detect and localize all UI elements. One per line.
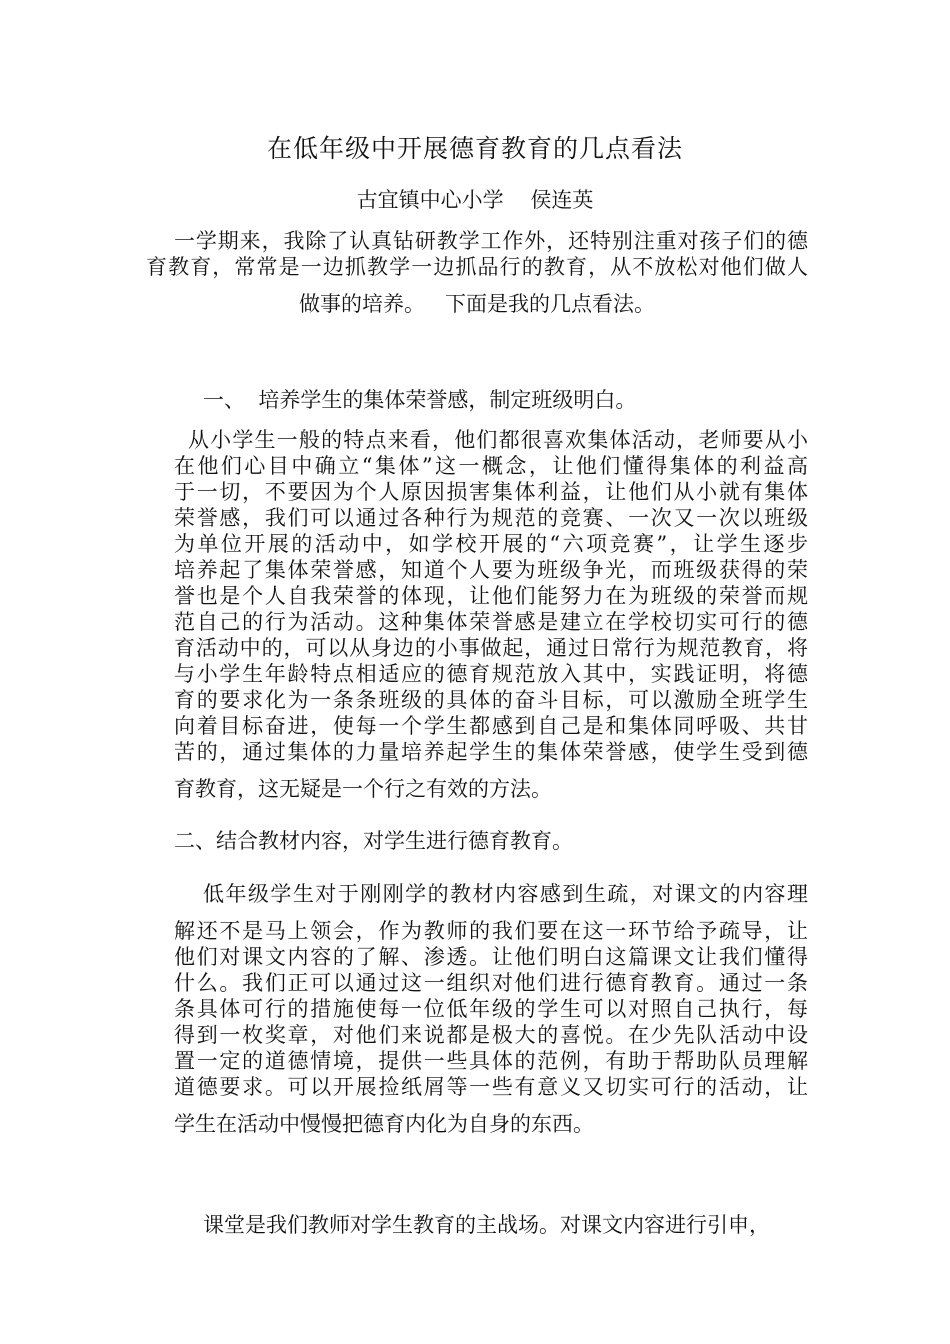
paragraph-line: 育的要求化为一条条班级的具体的奋斗目标，可以激励全班学生 [174,688,808,712]
paragraph-line: 于一切，不要因为个人原因损害集体利益，让他们从小就有集体 [174,480,808,504]
paragraph-line: 育教育，这无疑是一个行之有效的方法。 [174,777,552,801]
intro-line: 育教育，常常是一边抓教学一边抓品行的教育，从不放松对他们做人 [146,255,808,279]
paragraph-line: 为单位开展的活动中，如学校开展的“六项竞赛”，让学生逐步 [174,532,808,556]
intro-line: 一学期来，我除了认真钻研教学工作外，还特别注重对孩子们的德 [174,229,808,253]
paragraph-line: 苦的，通过集体的力量培养起学生的集体荣誉感，使学生受到德 [174,740,808,764]
paragraph-line: 范自己的行为活动。这种集体荣誉感是建立在学校切实可行的德 [174,610,808,634]
paragraph-line: 什么。我们正可以通过这一组织对他们进行德育教育。通过一条 [174,971,808,995]
paragraph-line: 荣誉感，我们可以通过各种行为规范的竞赛、一次又一次以班级 [174,506,808,530]
paragraph-line: 他们对课文内容的了解、渗透。让他们明白这篇课文让我们懂得 [174,945,808,969]
section-heading: 一、 培养学生的集体荣誉感，制定班级明白。 [203,388,637,412]
paragraph-line: 道德要求。可以开展捡纸屑等一些有意义又切实可行的活动，让 [174,1075,808,1099]
intro-line: 做事的培养。 下面是我的几点看法。 [298,292,656,316]
paragraph-line: 学生在活动中慢慢把德育内化为自身的东西。 [174,1112,594,1136]
paragraph-line: 条具体可行的措施使每一位低年级的学生可以对照自己执行，每 [174,997,808,1021]
paragraph-line: 培养起了集体荣誉感，知道个人要为班级争光，而班级获得的荣 [174,558,808,582]
closing-paragraph-line: 课堂是我们教师对学生教育的主战场。对课文内容进行引申， [203,1213,770,1237]
paragraph-line: 解还不是马上领会，作为教师的我们要在这一环节给予疏导，让 [174,919,808,943]
paragraph-line: 置一定的道德情境，提供一些具体的范例，有助于帮助队员理解 [174,1049,808,1073]
paragraph-line: 得到一枚奖章，对他们来说都是极大的喜悦。在少先队活动中设 [174,1023,808,1047]
paragraph-line: 低年级学生对于刚刚学的教材内容感到生疏，对课文的内容理 [203,882,808,906]
document-title: 在低年级中开展德育教育的几点看法 [266,134,683,163]
paragraph-line: 誉也是个人自我荣誉的体现，让他们能努力在为班级的荣誉而规 [174,584,808,608]
paragraph-line: 从小学生一般的特点来看，他们都很喜欢集体活动，老师要从小 [188,428,808,452]
paragraph-line: 与小学生年龄特点相适应的德育规范放入其中，实践证明，将德 [174,662,808,686]
section-heading: 二、结合教材内容，对学生进行德育教育。 [174,829,573,853]
paragraph-line: 在他们心目中确立“集体”这一概念，让他们懂得集体的利益高 [174,454,808,478]
paragraph-line: 育活动中的，可以从身边的小事做起，通过日常行为规范教育，将 [174,636,808,660]
paragraph-line: 向着目标奋进，使每一个学生都感到自己是和集体同呼吸、共甘 [174,714,808,738]
author-byline: 古宜镇中心小学 侯连英 [356,188,594,212]
